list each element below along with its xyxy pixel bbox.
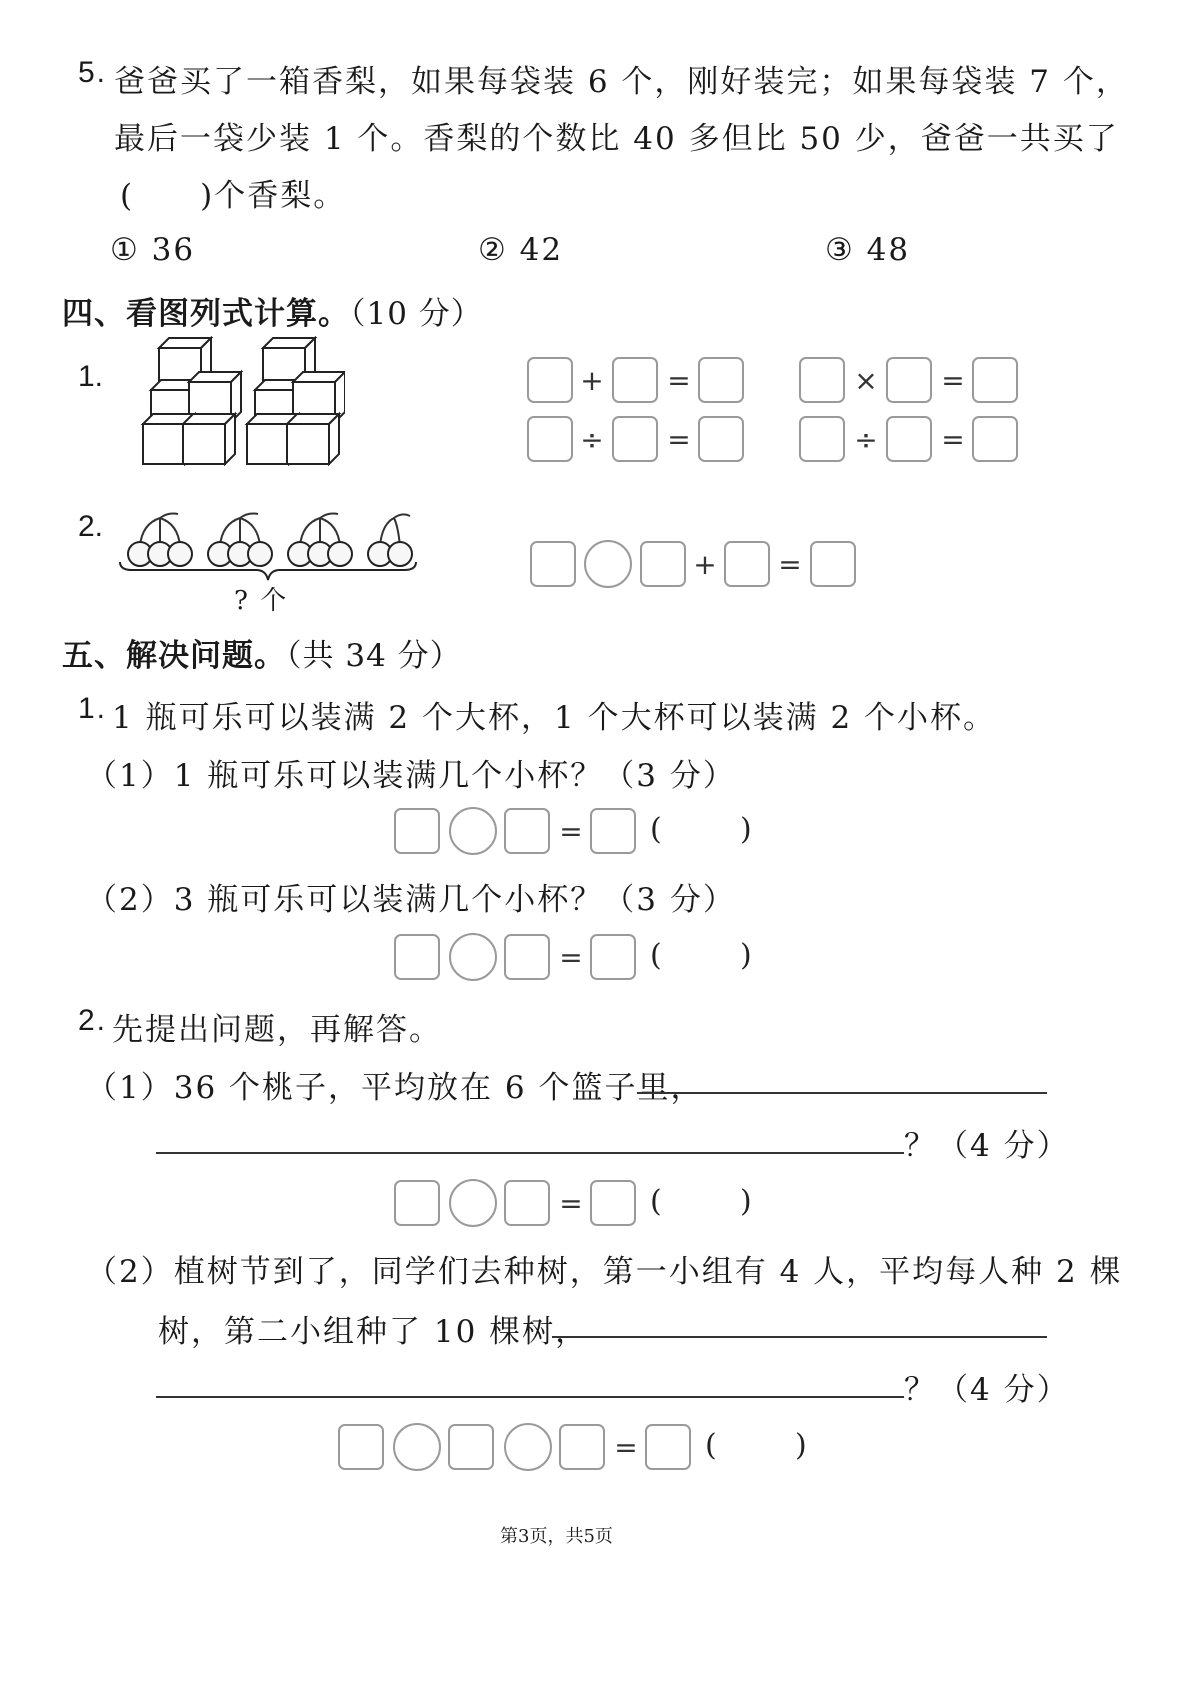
answer-box[interactable] [612,416,658,462]
unit-paren-close: ) [740,938,752,973]
question-5-line-1: 爸爸买了一箱香梨，如果每袋装 6 个，刚好装完；如果每袋装 7 个， [114,64,1129,100]
answer-box[interactable] [886,357,932,403]
answer-box[interactable] [972,416,1018,462]
question-2-sub-1-line-1: （1）36 个桃子，平均放在 6 个篮子里， [86,1070,704,1106]
option-3[interactable]: ③ 48 [825,232,911,268]
operator-circle[interactable] [504,1423,552,1471]
cherry-pair [368,514,412,566]
answer-box[interactable] [394,934,440,980]
option-1[interactable]: ① 36 [110,232,196,268]
equals-sign: = [941,423,965,456]
equals-sign: = [667,423,691,456]
cube-stack-left [143,338,241,464]
answer-box[interactable] [886,416,932,462]
unit-paren-open: ( [650,938,662,973]
section-5-question-1-text: 1 瓶可乐可以装满 2 个大杯，1 个大杯可以装满 2 个小杯。 [112,700,997,736]
divide-sign: ÷ [854,423,878,456]
question-1-sub-2: （2）3 瓶可乐可以装满几个小杯？（3 分） [86,882,736,918]
problem-2-number: 2. [78,510,104,543]
cherry-group [128,514,192,567]
cube-stacks-illustration [135,336,345,466]
equals-sign: = [559,941,583,974]
answer-box[interactable] [527,357,573,403]
operator-circle[interactable] [449,807,497,855]
question-1-sub-1: （1）1 瓶可乐可以装满几个小杯？（3 分） [86,758,736,794]
equals-sign: = [559,815,583,848]
answer-box[interactable] [590,1180,636,1226]
answer-box[interactable] [799,416,845,462]
equals-sign: = [941,364,965,397]
unit-paren-open: ( [705,1428,717,1463]
unit-paren-open: ( [650,812,662,847]
answer-box[interactable] [504,1180,550,1226]
cherry-group [288,514,352,567]
plus-sign: + [693,548,717,581]
answer-box[interactable] [394,1180,440,1226]
times-sign: × [854,364,878,397]
cherry-group [208,514,272,567]
equals-sign: = [559,1187,583,1220]
answer-box[interactable] [640,541,686,587]
question-2-sub-2-line-1: （2）植树节到了，同学们去种树，第一小组有 4 人，平均每人种 2 棵 [86,1254,1123,1290]
answer-box[interactable] [799,357,845,403]
question-2-sub-2-line-2: 树，第二小组种了 10 棵树， [158,1314,589,1350]
answer-box[interactable] [448,1424,494,1470]
answer-box[interactable] [645,1424,691,1470]
equals-sign: = [778,548,802,581]
plus-sign: + [580,364,604,397]
answer-box[interactable] [559,1424,605,1470]
answer-box[interactable] [590,934,636,980]
section-4-heading [62,288,483,333]
section-4-title: 四、看图列式计算。 [62,296,350,332]
answer-box[interactable] [504,808,550,854]
question-5-line-3: ( )个香梨。 [120,178,347,214]
operator-circle[interactable] [393,1423,441,1471]
section-5-heading [62,630,462,675]
answer-line[interactable] [637,1092,1047,1094]
equals-sign: = [614,1431,638,1464]
divide-sign: ÷ [580,423,604,456]
question-5-line-2: 最后一袋少装 1 个。香梨的个数比 40 多但比 50 少，爸爸一共买了 [114,121,1119,157]
unit-paren-open: ( [650,1184,662,1219]
section-5-points: （共 34 分） [286,638,462,674]
option-2[interactable]: ② 42 [478,232,564,268]
operator-circle[interactable] [449,933,497,981]
cube-stack-right [247,338,345,464]
question-2-sub-1-tail: ？（4 分） [904,1128,1070,1164]
answer-box[interactable] [724,541,770,587]
section-5-question-2-text: 先提出问题，再解答。 [112,1012,442,1048]
answer-box[interactable] [504,934,550,980]
answer-box[interactable] [972,357,1018,403]
answer-line[interactable] [156,1396,904,1398]
page-number-footer: 第3页，共5页 [500,1526,613,1547]
answer-box[interactable] [590,808,636,854]
section-4-points: （10 分） [350,296,483,332]
answer-box[interactable] [338,1424,384,1470]
answer-box[interactable] [530,541,576,587]
operator-circle[interactable] [584,540,632,588]
answer-box[interactable] [698,357,744,403]
question-5-number: 5. [78,56,108,89]
answer-box[interactable] [394,808,440,854]
cherry-total-label: ? 个 [234,586,289,616]
answer-box[interactable] [612,357,658,403]
operator-circle[interactable] [449,1179,497,1227]
section-5-title: 五、解决问题。 [62,638,286,674]
section-5-question-2-number: 2. [78,1004,108,1037]
unit-paren-close: ) [795,1428,807,1463]
answer-box[interactable] [527,416,573,462]
unit-paren-close: ) [740,812,752,847]
answer-box[interactable] [810,541,856,587]
unit-paren-close: ) [740,1184,752,1219]
question-2-sub-2-tail: ？（4 分） [904,1372,1070,1408]
answer-line[interactable] [156,1152,904,1154]
section-5-question-1-number: 1. [78,692,108,725]
equals-sign: = [667,364,691,397]
problem-1-number: 1. [78,360,104,393]
answer-box[interactable] [698,416,744,462]
answer-line[interactable] [552,1336,1047,1338]
